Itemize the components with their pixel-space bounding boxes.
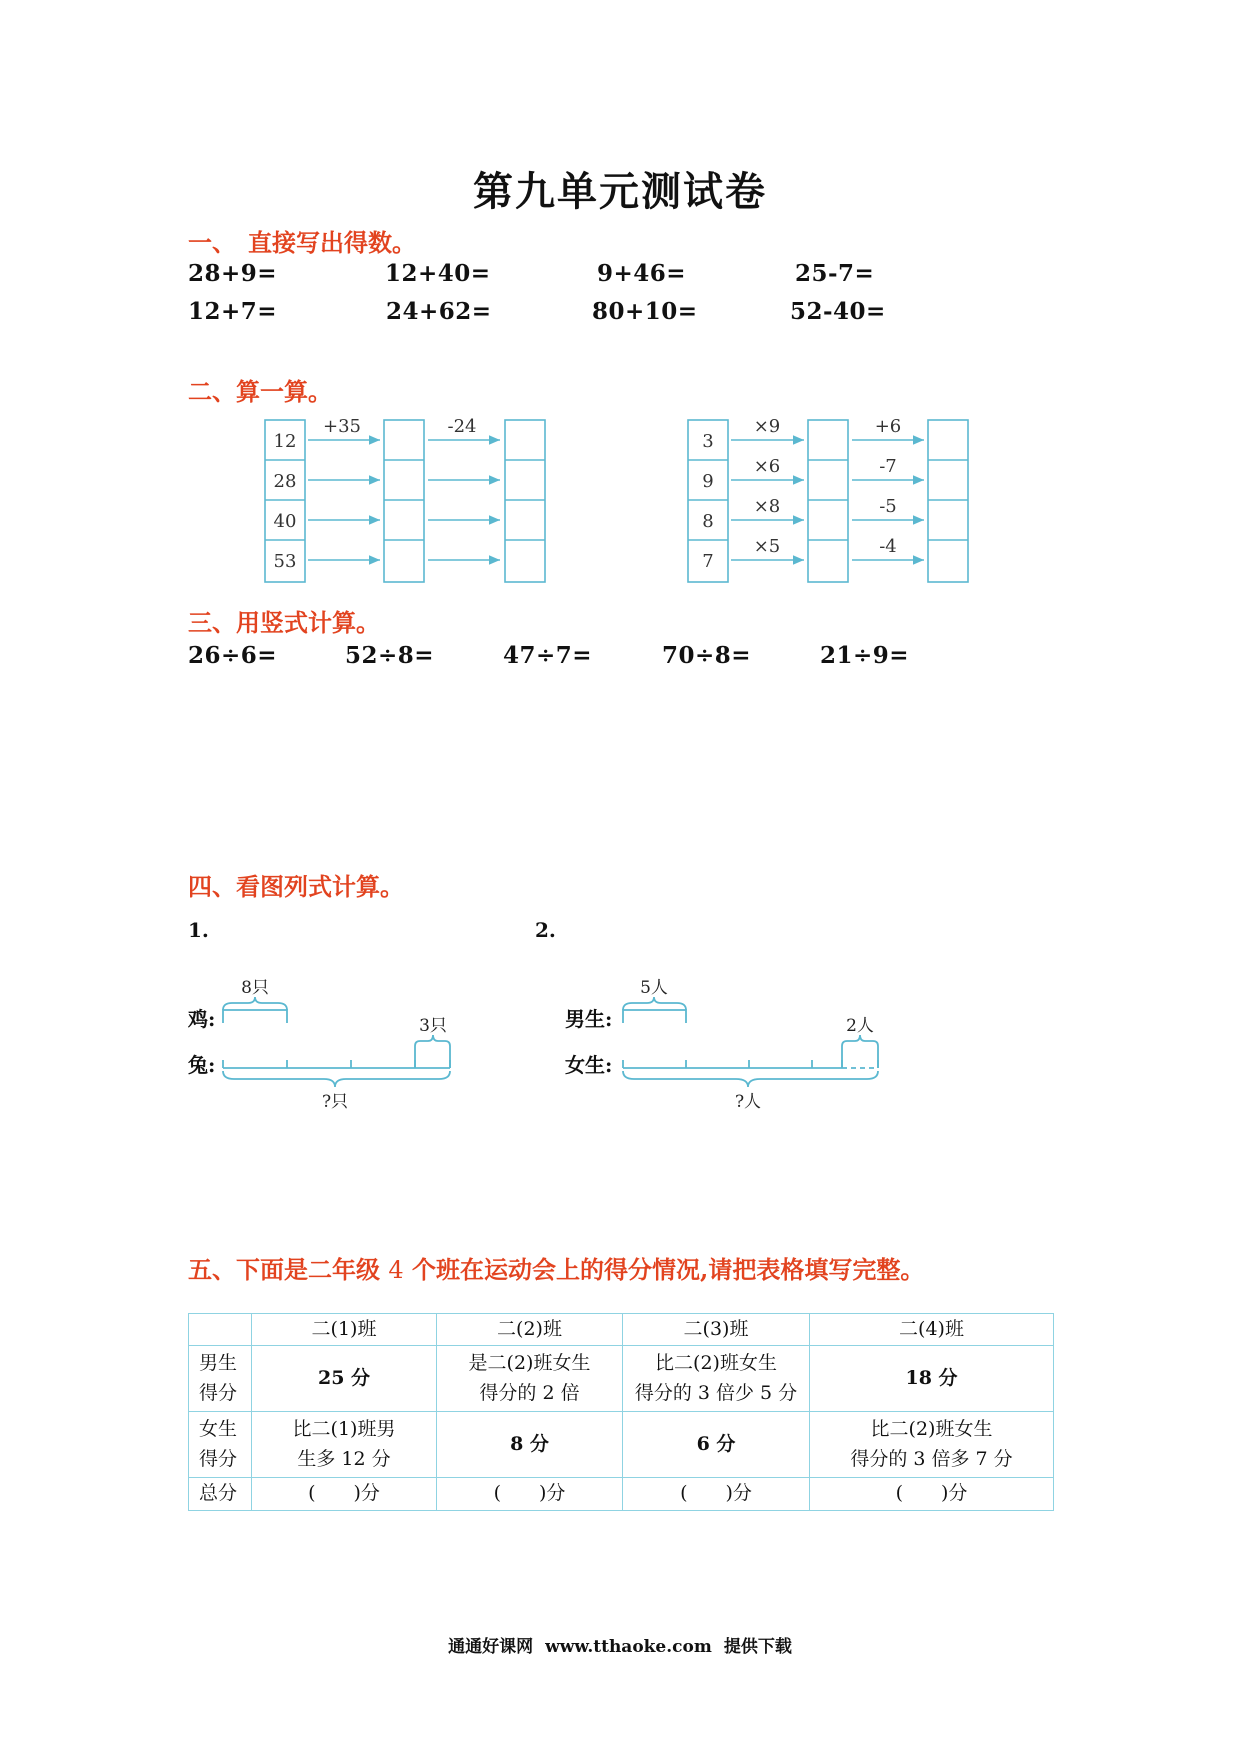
table-cell: ( )分 <box>623 1478 810 1511</box>
section5-heading <box>188 1250 924 1285</box>
table-row <box>189 1412 1054 1478</box>
expr: 52÷8= <box>345 642 435 669</box>
footer-url: www.tthaoke.com <box>545 1637 712 1657</box>
diagram-label: ?人 <box>734 1092 762 1112</box>
chain-op: -24 <box>447 416 477 437</box>
expr: 25-7= <box>795 260 875 287</box>
row-label: 女生: <box>565 1053 613 1077</box>
table-corner-cell <box>189 1314 252 1346</box>
expr: 21÷9= <box>820 642 910 669</box>
column-header: 二(4)班 <box>810 1314 1054 1346</box>
expr: 9+46= <box>597 260 687 287</box>
row-header: 总分 <box>189 1478 252 1511</box>
score-table <box>188 1313 1054 1511</box>
line-diagram-2 <box>620 975 890 1115</box>
section4-heading: 四、看图列式计算。 <box>188 872 404 901</box>
row-label: 兔: <box>188 1053 216 1077</box>
chain-op: +6 <box>874 416 902 437</box>
table-cell: 比二(2)班女生 得分的 3 倍少 5 分 <box>623 1346 810 1412</box>
diagram-label: ?只 <box>321 1092 349 1112</box>
diagram-label: 3只 <box>419 1016 447 1036</box>
row-label: 鸡: <box>188 1007 216 1031</box>
chain-input: 9 <box>702 471 714 492</box>
line-diagram-1 <box>220 975 460 1115</box>
expr: 47÷7= <box>503 642 593 669</box>
chain-op: -4 <box>879 536 897 557</box>
calc-chain-diagram <box>0 410 1240 590</box>
expr: 28+9= <box>188 260 278 287</box>
column-header: 二(2)班 <box>437 1314 623 1346</box>
left-chain <box>265 420 545 582</box>
table-cell: ( )分 <box>437 1478 623 1511</box>
table-cell: 比二(2)班女生 得分的 3 倍多 7 分 <box>810 1412 1054 1478</box>
footer-note: 提供下载 <box>723 1637 792 1657</box>
chain-op: ×9 <box>753 416 781 437</box>
problem-number: 2. <box>535 918 556 942</box>
chain-op: ×6 <box>753 456 781 477</box>
section5-heading-num: 4 <box>388 1256 404 1284</box>
chain-input: 7 <box>702 551 714 572</box>
expr: 80+10= <box>592 298 698 325</box>
chain-op: ×8 <box>753 496 781 517</box>
right-chain <box>688 420 968 582</box>
expr: 12+40= <box>385 260 491 287</box>
table-header-row <box>189 1314 1054 1346</box>
chain-input: 40 <box>273 511 297 532</box>
row-label: 男生: <box>565 1007 613 1031</box>
table-cell: 是二(2)班女生 得分的 2 倍 <box>437 1346 623 1412</box>
table-cell: 6 分 <box>623 1412 810 1478</box>
expr: 26÷6= <box>188 642 278 669</box>
table-cell: ( )分 <box>252 1478 437 1511</box>
table-row <box>189 1346 1054 1412</box>
table-row <box>189 1478 1054 1511</box>
expr: 70÷8= <box>662 642 752 669</box>
chain-op: +35 <box>323 416 361 437</box>
chain-op: -7 <box>879 456 897 477</box>
diagram-label: 8只 <box>241 978 269 998</box>
expr: 12+7= <box>188 298 278 325</box>
chain-op: -5 <box>879 496 897 517</box>
chain-input: 53 <box>273 551 297 572</box>
table-cell: ( )分 <box>810 1478 1054 1511</box>
section3-heading: 三、用竖式计算。 <box>188 608 380 637</box>
table-cell: 比二(1)班男 生多 12 分 <box>252 1412 437 1478</box>
row-header: 女生 得分 <box>189 1412 252 1478</box>
problem-number: 1. <box>188 918 209 942</box>
table-cell: 25 分 <box>252 1346 437 1412</box>
chain-input: 8 <box>702 511 714 532</box>
section5-heading-pre: 五、下面是二年级 <box>188 1255 389 1284</box>
section5-heading-post: 个班在运动会上的得分情况,请把表格填写完整。 <box>403 1255 925 1284</box>
expr: 52-40= <box>790 298 886 325</box>
table-cell: 8 分 <box>437 1412 623 1478</box>
column-header: 二(1)班 <box>252 1314 437 1346</box>
diagram-label: 2人 <box>846 1016 874 1036</box>
section2-heading: 二、算一算。 <box>188 377 332 406</box>
diagram-label: 5人 <box>640 978 668 998</box>
footer <box>0 1632 1240 1657</box>
chain-input: 28 <box>273 471 297 492</box>
chain-input: 12 <box>273 431 297 452</box>
chain-op: ×5 <box>753 536 781 557</box>
row-header: 男生 得分 <box>189 1346 252 1412</box>
table-cell: 18 分 <box>810 1346 1054 1412</box>
chain-input: 3 <box>702 431 714 452</box>
expr: 24+62= <box>386 298 492 325</box>
column-header: 二(3)班 <box>623 1314 810 1346</box>
footer-site: 通通好课网 <box>448 1637 534 1657</box>
page-title: 第九单元测试卷 <box>473 168 767 215</box>
section1-heading: 一、 直接写出得数。 <box>188 228 416 257</box>
